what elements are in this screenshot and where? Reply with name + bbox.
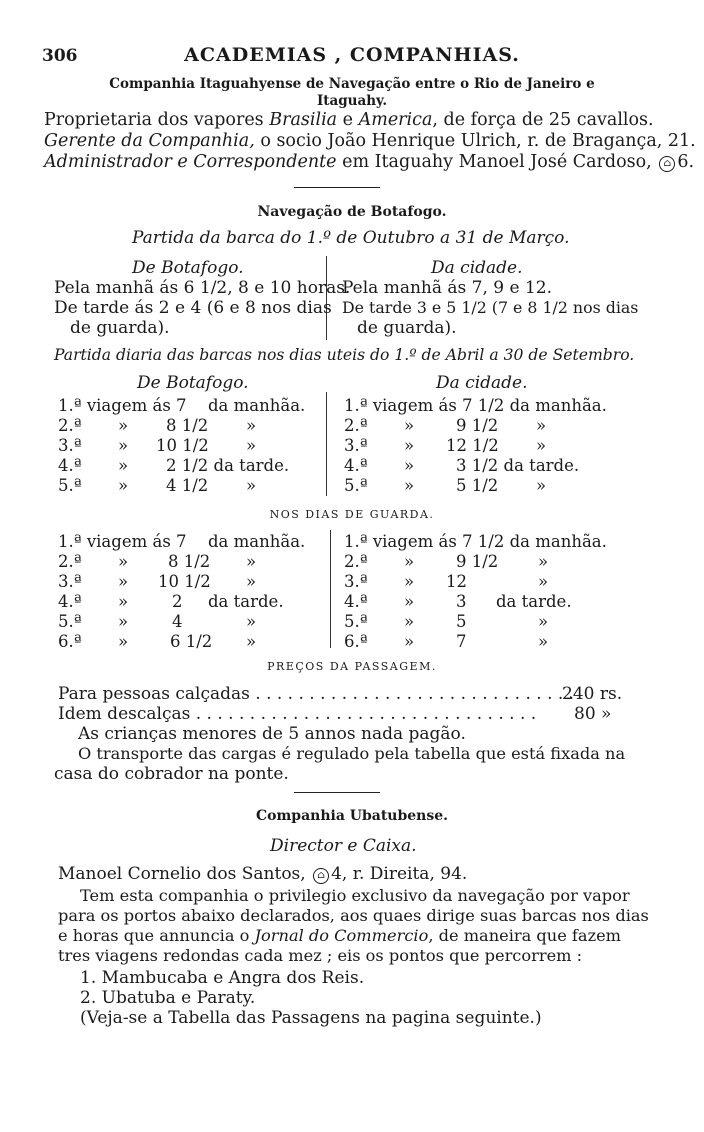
page-number: 306 <box>42 46 78 66</box>
t1r-r3-b: » <box>404 436 415 455</box>
t2l-r2-c: 8 1/2 <box>168 552 211 571</box>
t2r-r2-a: 2.ª <box>344 552 368 571</box>
t1l-r2-d: » <box>246 416 257 435</box>
t2r-r4-c: 3 <box>456 592 467 611</box>
t1r-r5-b: » <box>404 476 415 495</box>
t2l-r6-d: » <box>246 632 257 651</box>
t2r-r6-d: » <box>538 632 549 651</box>
column-divider <box>330 530 331 648</box>
transporte-line-2: casa do cobrador na ponte. <box>54 764 289 784</box>
t2l-r3-a: 3.ª <box>58 572 82 591</box>
t1-head-botafogo: De Botafogo. <box>137 373 249 393</box>
ubatuba-item-1: 1. Mambucaba e Angra dos Reis. <box>80 968 365 988</box>
ubatuba-manoel <box>58 864 467 884</box>
left-line-1: Pela manhã ás 6 1/2, 8 e 10 horas. <box>54 278 351 298</box>
t2l-r5-c: 4 <box>172 612 183 631</box>
itaguahy-heading-2: Itaguahy. <box>316 93 388 109</box>
t1l-r5-c: 4 1/2 <box>166 476 209 495</box>
text: Para pessoas calçadas <box>58 684 250 704</box>
t2r-r4-a: 4.ª <box>344 592 368 611</box>
t2r-r5-b: » <box>404 612 415 631</box>
t2r-r6-b: » <box>404 632 415 651</box>
dot-leader: . . . . . . . . . . . . . . . . . . . . . . . . . . . . . . . . <box>190 704 537 724</box>
t2l-r5-d: » <box>246 612 257 631</box>
t2l-r4-d: da tarde. <box>208 592 284 611</box>
preco-pessoas-value: 240 rs. <box>562 684 623 704</box>
t2l-r3-b: » <box>118 572 129 591</box>
t1l-r5-a: 5.ª <box>58 476 82 495</box>
botafogo-heading: Navegação de Botafogo. <box>257 204 447 220</box>
text: 6. <box>677 152 695 172</box>
text: Idem descalças <box>58 704 191 724</box>
t2l-r1-a: 1.ª viagem ás 7 <box>58 532 187 551</box>
house-icon: ⌂ <box>659 156 675 172</box>
left-line-2: De tarde ás 2 e 4 (6 e 8 nos dias <box>54 298 332 318</box>
left-line-3: de guarda). <box>70 318 170 338</box>
t1l-r4-c: 2 1/2 da tarde. <box>166 456 290 475</box>
right-line-3: de guarda). <box>357 318 457 338</box>
preco-descalcas-value: 80 » <box>574 704 612 724</box>
dot-leader: . . . . . . . . . . . . . . . . . . . . . . . . . . . . . . <box>249 684 575 704</box>
text: e <box>337 110 359 130</box>
partida-summer: Partida da barca do 1.º de Outubro a 31 de Março. <box>132 228 570 248</box>
text: 4, r. Direita, 94. <box>331 864 468 884</box>
t1l-r4-b: » <box>118 456 129 475</box>
t1r-r1-a: 1.ª viagem ás 7 1/2 da manhãa. <box>344 396 607 415</box>
col-head-botafogo: De Botafogo. <box>132 258 244 278</box>
ubatuba-p2: para os portos abaixo declarados, aos quaes dirige suas barcas nos dias <box>58 906 649 925</box>
t2l-r4-a: 4.ª <box>58 592 82 611</box>
t2r-r6-c: 7 <box>456 632 467 651</box>
t2l-r6-b: » <box>118 632 129 651</box>
t2r-r5-c: 5 <box>456 612 467 631</box>
t1l-r3-d: » <box>246 436 257 455</box>
t1r-r2-a: 2.ª <box>344 416 368 435</box>
t1r-r3-a: 3.ª <box>344 436 368 455</box>
t2r-r6-a: 6.ª <box>344 632 368 651</box>
t1r-r2-b: » <box>404 416 415 435</box>
text: , de força de 25 cavallos. <box>432 110 654 130</box>
itaguahy-line-3 <box>44 152 694 172</box>
t1r-r5-a: 5.ª <box>344 476 368 495</box>
t2l-r4-c: 2 <box>172 592 183 611</box>
t1r-r3-c: 12 1/2 <box>446 436 499 455</box>
text: e horas que annuncia o <box>58 926 255 945</box>
t2l-r5-b: » <box>118 612 129 631</box>
t2r-r3-b: » <box>404 572 415 591</box>
t1l-r2-b: » <box>118 416 129 435</box>
t2r-r2-c: 9 1/2 <box>456 552 499 571</box>
t2r-r5-a: 5.ª <box>344 612 368 631</box>
ubatuba-p4: tres viagens redondas cada mez ; eis os pontos que percorrem : <box>58 946 583 965</box>
t1r-r2-c: 9 1/2 <box>456 416 499 435</box>
section-divider <box>294 187 380 188</box>
right-line-1: Pela manhã ás 7, 9 e 12. <box>342 278 553 298</box>
preco-descalcas-label <box>58 704 536 724</box>
text: o socio João Henrique Ulrich, r. de Bragança, 21. <box>254 131 696 151</box>
vessel-name: America <box>358 110 433 130</box>
criancas-note: As crianças menores de 5 annos nada pagão. <box>78 724 466 744</box>
t2r-r2-b: » <box>404 552 415 571</box>
t2r-r3-c: 12 <box>446 572 467 591</box>
t2r-r4-b: » <box>404 592 415 611</box>
t1l-r4-a: 4.ª <box>58 456 82 475</box>
vessel-name: Brasilia <box>269 110 338 130</box>
column-divider <box>326 392 327 496</box>
role-label: Administrador e Correspondente <box>44 152 337 172</box>
t1l-r5-d: » <box>246 476 257 495</box>
itaguahy-heading-1: Companhia Itaguahyense de Navegação entre o Rio de Janeiro e <box>109 76 595 92</box>
t2l-r3-c: 10 1/2 <box>158 572 211 591</box>
t2r-r4-d: da tarde. <box>496 592 572 611</box>
ubatuba-item-2: 2. Ubatuba e Paraty. <box>80 988 256 1008</box>
t2l-r5-a: 5.ª <box>58 612 82 631</box>
t2r-r5-d: » <box>538 612 549 631</box>
t2r-r3-a: 3.ª <box>344 572 368 591</box>
right-line-2: De tarde 3 e 5 1/2 (7 e 8 1/2 nos dias <box>342 298 639 317</box>
t1-head-cidade: Da cidade. <box>436 373 528 393</box>
ubatuba-p3 <box>58 926 621 945</box>
ubatuba-director: Director e Caixa. <box>270 836 417 856</box>
ubatuba-heading: Companhia Ubatubense. <box>255 808 449 824</box>
precos-heading: PREÇOS DA PASSAGEM. <box>267 660 437 673</box>
preco-pessoas-label <box>58 684 574 704</box>
t2l-r2-a: 2.ª <box>58 552 82 571</box>
t1r-r5-d: » <box>536 476 547 495</box>
t1l-r3-a: 3.ª <box>58 436 82 455</box>
newspaper-title: Jornal do Commercio <box>254 926 429 945</box>
t2l-r2-b: » <box>118 552 129 571</box>
t2r-r3-d: » <box>538 572 549 591</box>
ubatuba-veja: (Veja-se a Tabella das Passagens na pagina seguinte.) <box>80 1008 542 1028</box>
t1l-r1-b: da manhãa. <box>208 396 306 415</box>
t1l-r3-c: 10 1/2 <box>156 436 209 455</box>
t1l-r2-c: 8 1/2 <box>166 416 209 435</box>
t2r-r1-a: 1.ª viagem ás 7 1/2 da manhãa. <box>344 532 607 551</box>
text: , de maneira que fazem <box>428 926 622 945</box>
t2l-r3-d: » <box>246 572 257 591</box>
t2l-r6-c: 6 1/2 <box>170 632 213 651</box>
t1l-r5-b: » <box>118 476 129 495</box>
t1l-r1-a: 1.ª viagem ás 7 <box>58 396 187 415</box>
transporte-line-1: O transporte das cargas é regulado pela tabella que está fixada na <box>78 744 626 763</box>
t1r-r4-b: » <box>404 456 415 475</box>
t2r-r2-d: » <box>538 552 549 571</box>
t1r-r3-d: » <box>536 436 547 455</box>
t2l-r6-a: 6.ª <box>58 632 82 651</box>
section-divider <box>294 792 380 793</box>
t1r-r5-c: 5 1/2 <box>456 476 499 495</box>
t1l-r3-b: » <box>118 436 129 455</box>
text: Proprietaria dos vapores <box>44 110 270 130</box>
itaguahy-line-1 <box>44 110 654 130</box>
house-icon: ⌂ <box>313 868 329 884</box>
t2l-r1-b: da manhãa. <box>208 532 306 551</box>
t1r-r4-a: 4.ª <box>344 456 368 475</box>
ubatuba-p1: Tem esta companhia o privilegio exclusivo da navegação por vapor <box>80 886 630 905</box>
running-title: ACADEMIAS , COMPANHIAS. <box>184 44 520 66</box>
t2l-r2-d: » <box>246 552 257 571</box>
col-head-cidade: Da cidade. <box>431 258 523 278</box>
text: Manoel Cornelio dos Santos, <box>58 864 306 884</box>
t1l-r2-a: 2.ª <box>58 416 82 435</box>
t2l-r4-b: » <box>118 592 129 611</box>
itaguahy-line-2 <box>44 131 696 151</box>
t1r-r4-c: 3 1/2 da tarde. <box>456 456 580 475</box>
t1r-r2-d: » <box>536 416 547 435</box>
partida-winter: Partida diaria das barcas nos dias uteis do 1.º de Abril a 30 de Setembro. <box>54 346 635 364</box>
role-label: Gerente da Companhia, <box>44 131 255 151</box>
guarda-heading: NOS DIAS DE GUARDA. <box>269 508 435 521</box>
text: em Itaguahy Manoel José Cardoso, <box>336 152 652 172</box>
